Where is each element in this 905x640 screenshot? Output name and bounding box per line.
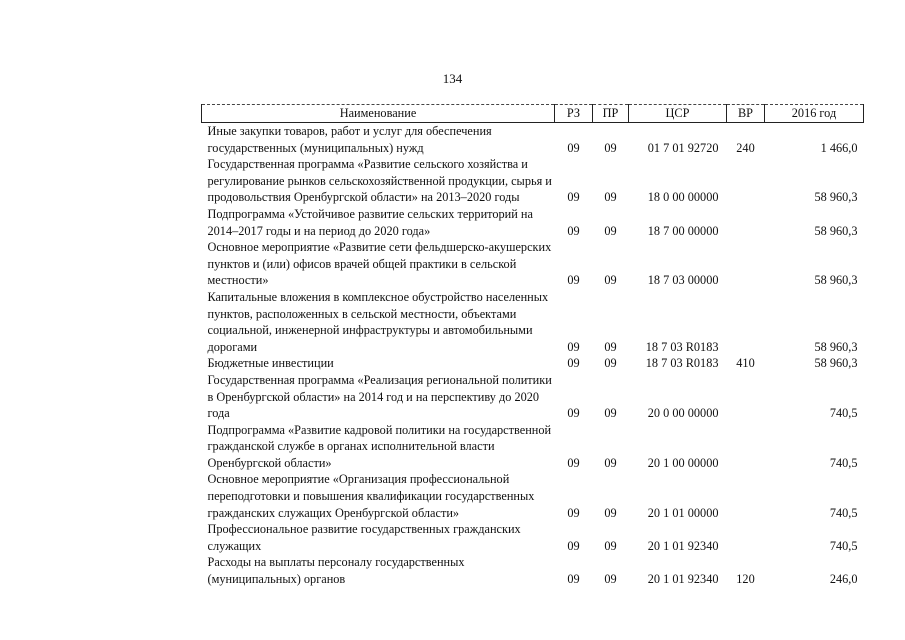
row-amount-cell: 740,5 [829,538,858,553]
row-csr-cell: 18 7 03 R0183 [645,356,719,371]
row-name-cell: Подпрограмма «Устойчивое развитие сельских территорий на 2014–2017 годы и на период до 2020 года» [207,206,533,238]
table-row [202,289,864,355]
table-row [202,422,864,472]
row-rz-cell: 09 [567,223,580,238]
row-vr-cell [727,471,765,521]
budget-table [201,104,864,588]
row-csr-cell: 20 1 01 92340 [647,538,719,553]
row-pr-cell: 09 [604,140,617,155]
row-rz-cell: 09 [567,505,580,520]
table-header-row [202,105,864,123]
row-rz-cell: 09 [567,356,580,371]
row-name-cell: Государственная программа «Развитие сельского хозяйства и регулирование рынков сельскохозяйственной продукции, сырья и продовольствия Оренбургской области» на 2013–2020 годы [207,157,552,205]
header-pr: ПР [593,105,629,123]
row-pr-cell: 09 [604,455,617,470]
row-amount-cell: 1 466,0 [820,140,858,155]
row-csr-cell: 20 0 00 00000 [647,406,719,421]
row-rz-cell: 09 [567,455,580,470]
row-vr-cell: 240 [736,140,755,155]
table-row [202,355,864,372]
header-name: Наименование [202,105,555,123]
header-csr: ЦСР [629,105,727,123]
row-pr-cell: 09 [604,538,617,553]
row-name-cell: Расходы на выплаты персоналу государственных (муниципальных) органов [207,555,465,587]
row-pr-cell: 09 [604,190,617,205]
row-vr-cell: 120 [736,572,755,587]
table-row [202,206,864,239]
table-row [202,239,864,289]
row-csr-cell: 18 7 00 00000 [647,223,719,238]
row-amount-cell: 740,5 [829,505,858,520]
row-name-cell: Бюджетные инвестиции [207,356,334,371]
row-name-cell: Профессиональное развитие государственных гражданских служащих [207,522,521,553]
row-pr-cell: 09 [604,505,617,520]
row-vr-cell [727,372,765,422]
row-amount-cell: 740,5 [829,406,858,421]
row-rz-cell: 09 [567,273,580,288]
table-row [202,156,864,206]
row-amount-cell: 58 960,3 [814,356,858,371]
header-rz: РЗ [555,105,593,123]
table-row [202,471,864,521]
row-csr-cell: 20 1 01 00000 [647,505,719,520]
row-name-cell: Государственная программа «Реализация региональной политики в Оренбургской области» на 2014 год и на перспективу до 2020 года [207,372,552,421]
row-name-cell: Капитальные вложения в комплексное обустройство населенных пунктов, расположенных в сельской местности, объектами социальной, инженерной инфраструктуры и автомобильными дорогами [207,289,549,354]
row-amount-cell: 58 960,3 [814,339,858,354]
row-rz-cell: 09 [567,339,580,354]
row-csr-cell: 18 7 03 R0183 [645,339,719,354]
row-pr-cell: 09 [604,223,617,238]
row-rz-cell: 09 [567,406,580,421]
row-vr-cell [727,422,765,472]
row-rz-cell: 09 [567,572,580,587]
row-pr-cell: 09 [604,572,617,587]
row-csr-cell: 18 0 00 00000 [647,190,719,205]
row-name-cell: Основное мероприятие «Развитие сети фельдшерско-акушерских пунктов и (или) офисов врачей общей практики в сельской местности» [207,240,552,288]
row-vr-cell [727,289,765,355]
table-row [202,554,864,587]
row-amount-cell: 58 960,3 [814,273,858,288]
row-csr-cell: 18 7 03 00000 [647,273,719,288]
row-vr-cell [727,156,765,206]
row-csr-cell: 20 1 00 00000 [647,455,719,470]
row-name-cell: Подпрограмма «Развитие кадровой политики на государственной гражданской службе в органах исполнительной власти Оренбургской области» [207,422,552,470]
row-rz-cell: 09 [567,190,580,205]
row-vr-cell [727,239,765,289]
row-amount-cell: 58 960,3 [814,190,858,205]
row-csr-cell: 20 1 01 92340 [647,572,719,587]
row-pr-cell: 09 [604,406,617,421]
page-number: 134 [442,71,463,86]
row-pr-cell: 09 [604,339,617,354]
row-pr-cell: 09 [604,356,617,371]
row-rz-cell: 09 [567,140,580,155]
header-vr: ВР [727,105,765,123]
row-vr-cell: 410 [736,356,755,371]
row-pr-cell: 09 [604,273,617,288]
header-year: 2016 год [765,105,864,123]
row-amount-cell: 58 960,3 [814,223,858,238]
row-vr-cell [727,521,765,554]
row-name-cell: Иные закупки товаров, работ и услуг для обеспечения государственных (муниципальных) нужд [207,124,492,155]
row-vr-cell [727,206,765,239]
table-row [202,123,864,157]
row-amount-cell: 740,5 [829,455,858,470]
table-row [202,521,864,554]
row-amount-cell: 246,0 [829,572,858,587]
table-row [202,372,864,422]
row-csr-cell: 01 7 01 92720 [647,140,719,155]
row-rz-cell: 09 [567,538,580,553]
row-name-cell: Основное мероприятие «Организация профессиональной переподготовки и повышения квалификации государственных гражданских служащих Оренбургской области» [207,472,535,520]
